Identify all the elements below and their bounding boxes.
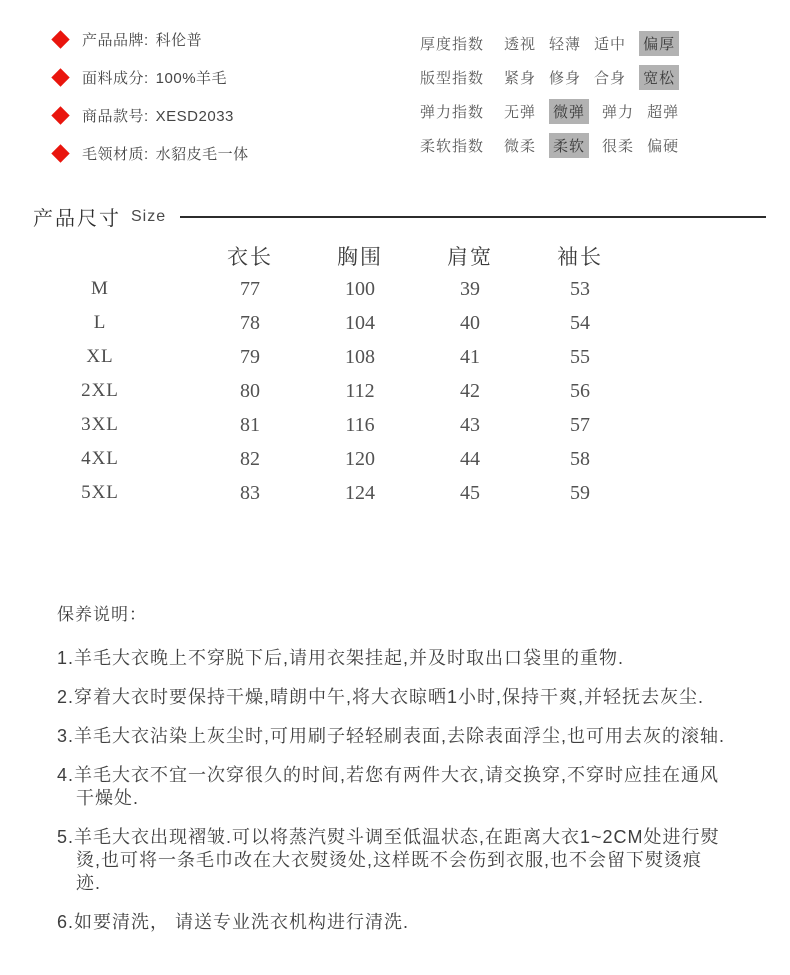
size-value: 55: [570, 345, 590, 368]
care-title: 保养说明：: [57, 605, 147, 624]
size-value: 79: [240, 345, 260, 368]
attribute-label: 面料成分:: [82, 69, 149, 87]
attribute-row-collar-material: [52, 134, 249, 172]
index-option: 偏硬: [647, 137, 680, 155]
index-option: 修身: [549, 69, 582, 87]
index-option-selected: 偏厚: [639, 31, 679, 56]
size-value: 56: [570, 379, 590, 402]
care-section: [57, 600, 725, 950]
size-value: 40: [460, 311, 480, 334]
size-value: 104: [345, 311, 375, 334]
index-panel: [420, 26, 679, 162]
index-option: 紧身: [504, 69, 537, 87]
title-divider-line: [180, 216, 766, 218]
attribute-value: 科伦普: [155, 31, 203, 49]
product-attributes: [52, 20, 249, 172]
column-header-shoulder: 肩宽: [447, 245, 493, 269]
size-table-header: [40, 240, 675, 272]
size-title-cn: 产品尺寸: [33, 208, 121, 230]
size-label: 4XL: [81, 448, 119, 469]
size-value: 83: [240, 481, 260, 504]
index-option: 透视: [504, 35, 537, 53]
size-value: 116: [345, 413, 375, 436]
diamond-bullet-icon: [51, 106, 69, 124]
size-value: 58: [570, 447, 590, 470]
attribute-row-style-number: [52, 96, 249, 134]
index-option: 微柔: [504, 137, 537, 155]
index-option-selected: 柔软: [549, 133, 589, 158]
attribute-value: XESD2033: [155, 107, 234, 125]
size-value: 41: [460, 345, 480, 368]
size-value: 124: [345, 481, 375, 504]
size-row: [40, 306, 675, 340]
attribute-value: 水貂皮毛一体: [155, 145, 249, 163]
size-value: 108: [345, 345, 375, 368]
size-title-en: Size: [131, 207, 167, 225]
size-section-title: [33, 202, 766, 231]
index-option: 适中: [594, 35, 627, 53]
size-value: 112: [345, 379, 375, 402]
size-value: 59: [570, 481, 590, 504]
index-option: 很柔: [602, 137, 635, 155]
column-header-length: 衣长: [227, 245, 273, 269]
index-row-softness: [420, 128, 679, 162]
care-item: 6.如要清洗， 请送专业洗衣机构进行清洗.: [57, 912, 410, 932]
diamond-bullet-icon: [51, 30, 69, 48]
care-item: 2.穿着大衣时要保持干燥,晴朗中午,将大衣晾晒1小时,保持干爽,并轻抚去灰尘.: [57, 687, 705, 707]
index-option: 轻薄: [549, 35, 582, 53]
size-value: 44: [460, 447, 480, 470]
attribute-label: 毛领材质:: [82, 145, 149, 163]
size-value: 39: [460, 277, 480, 300]
size-value: 43: [460, 413, 480, 436]
size-value: 78: [240, 311, 260, 334]
size-row: [40, 408, 675, 442]
care-item: 4.羊毛大衣不宜一次穿很久的时间,若您有两件大衣,请交换穿,不穿时应挂在通风干燥处.: [57, 765, 720, 808]
size-row: [40, 374, 675, 408]
size-label: 3XL: [81, 414, 119, 435]
size-value: 53: [570, 277, 590, 300]
attribute-row-brand: [52, 20, 249, 58]
attribute-row-fabric: [52, 58, 249, 96]
column-header-bust: 胸围: [337, 245, 383, 269]
size-value: 77: [240, 277, 260, 300]
size-label: 2XL: [81, 380, 119, 401]
index-row-thickness: [420, 26, 679, 60]
attribute-label: 商品款号:: [82, 107, 149, 125]
size-value: 45: [460, 481, 480, 504]
index-option-selected: 宽松: [639, 65, 679, 90]
diamond-bullet-icon: [51, 68, 69, 86]
size-value: 80: [240, 379, 260, 402]
size-label: L: [93, 312, 107, 333]
attribute-label: 产品品牌:: [82, 31, 149, 49]
index-row-fit: [420, 60, 679, 94]
size-label: M: [91, 278, 109, 299]
size-label: 5XL: [81, 482, 119, 503]
care-item: 1.羊毛大衣晚上不穿脱下后,请用衣架挂起,并及时取出口袋里的重物.: [57, 648, 625, 668]
size-value: 57: [570, 413, 590, 436]
size-label: XL: [86, 346, 114, 367]
size-value: 100: [345, 277, 375, 300]
size-row: [40, 476, 675, 510]
index-option-selected: 微弹: [549, 99, 589, 124]
index-option: 无弹: [504, 103, 537, 121]
size-table: [40, 240, 675, 510]
diamond-bullet-icon: [51, 144, 69, 162]
index-label: 厚度指数: [420, 35, 485, 53]
size-row: [40, 442, 675, 476]
size-row: [40, 340, 675, 374]
index-option: 合身: [594, 69, 627, 87]
size-value: 81: [240, 413, 260, 436]
index-option: 弹力: [602, 103, 635, 121]
size-value: 42: [460, 379, 480, 402]
care-item: 5.羊毛大衣出现褶皱.可以将蒸汽熨斗调至低温状态,在距离大衣1~2CM处进行熨烫,也可将一条毛巾改在大衣熨烫处,这样既不会伤到衣服,也不会留下熨烫痕迹.: [57, 827, 720, 893]
size-value: 120: [345, 447, 375, 470]
size-value: 82: [240, 447, 260, 470]
index-label: 弹力指数: [420, 103, 485, 121]
index-row-elasticity: [420, 94, 679, 128]
size-value: 54: [570, 311, 590, 334]
care-item: 3.羊毛大衣沾染上灰尘时,可用刷子轻轻刷表面,去除表面浮尘,也可用去灰的滚轴.: [57, 726, 726, 746]
index-label: 版型指数: [420, 69, 485, 87]
column-header-sleeve: 袖长: [557, 245, 603, 269]
size-row: [40, 272, 675, 306]
index-option: 超弹: [647, 103, 680, 121]
index-label: 柔软指数: [420, 137, 485, 155]
attribute-value: 100%羊毛: [155, 69, 228, 87]
